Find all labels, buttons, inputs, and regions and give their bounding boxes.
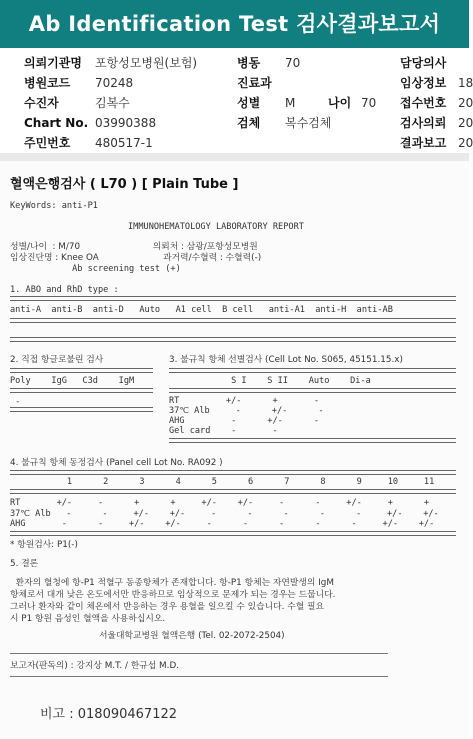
dat-table-row: - (10, 397, 21, 407)
field-label: 검체 (237, 116, 261, 130)
field-value: 70 (285, 56, 301, 70)
double-rule (10, 531, 456, 536)
header-row (0, 114, 473, 132)
field-label: 병동 (237, 56, 261, 70)
field-value: 70248 (95, 76, 134, 90)
patient-info-line: 성별/나이 : M/70 의뢰처 : 삼광/포항성모병원 (10, 242, 258, 252)
double-rule (10, 337, 456, 342)
abo-table-header: anti-A anti-B anti-D Auto A1 cell B cell anti-A1 anti-H anti-AB (10, 305, 393, 315)
field-value: 복수검체 (285, 116, 332, 130)
double-rule (10, 489, 456, 494)
header-row (0, 54, 469, 72)
double-rule (169, 438, 456, 443)
double-rule (169, 388, 456, 393)
field-value: 03990388 (95, 116, 157, 130)
field-value: 18 (458, 76, 473, 90)
section-title: 1. ABO and RhD type : (10, 285, 119, 295)
double-rule (169, 368, 456, 373)
double-rule (10, 318, 456, 323)
panel-table-row: 37℃ Alb - - +/- +/- - - - - - +/- +/- (10, 509, 439, 519)
patient-info-line: Ab screening test (+) (10, 264, 181, 274)
header-row (0, 74, 473, 92)
keywords: KeyWords: anti-P1 (10, 201, 98, 211)
field-value: 20 (458, 136, 473, 150)
rule (10, 676, 388, 677)
screening-table-row: AHG - +/- - (169, 416, 320, 426)
screening-table-header: S I S II Auto Di-a (169, 376, 371, 386)
field-value: 20 (458, 96, 473, 110)
section-title: 5. 결론 (10, 559, 39, 569)
field-value: 70 (361, 96, 377, 110)
header-row (0, 94, 473, 112)
field-label: 수진자 (24, 96, 59, 110)
double-rule (10, 388, 153, 393)
report-title: Ab Identification Test 검사결과보고서 (0, 0, 469, 48)
double-rule (10, 296, 456, 301)
remark: 비고 : 018090467122 (40, 707, 178, 722)
field-label: 임상정보 (400, 76, 447, 90)
scanned-report (0, 161, 469, 739)
section-title: 3. 불규칙 항체 선별검사 (Cell Lot No. S065, 45151.15.x) (169, 355, 403, 365)
screening-table-row: Gel card - - (169, 426, 278, 436)
field-label: 결과보고 (400, 136, 447, 150)
field-label: 접수번호 (400, 96, 447, 110)
report-heading: 혈액은행검사 ( L70 ) [ Plain Tube ] (10, 177, 239, 192)
conclusion-line: 환자의 혈청에 항-P1 적혈구 동종항체가 존재합니다. 항-P1 항체는 자연발생의 IgM (10, 578, 334, 588)
field-label: 진료과 (237, 76, 272, 90)
field-label: 의뢰기관명 (24, 56, 82, 70)
conclusion-line: 시 P1 항원 음성인 혈액을 사용하십시오. (10, 614, 166, 624)
field-label: 나이 (328, 96, 352, 110)
panel-table-header: 1 2 3 4 5 6 7 8 9 10 11 (10, 477, 435, 487)
field-label: 성별 (237, 96, 261, 110)
field-label: 주민번호 (24, 136, 71, 150)
section-title: 2. 직접 항글로불린 검사 (10, 355, 104, 365)
field-value: 김복수 (95, 96, 130, 110)
lab-title: IMMUNOHEMATOLOGY LABORATORY REPORT (128, 222, 304, 232)
field-label: 병원코드 (24, 76, 71, 90)
hospital-contact: 서울대학교병원 혈액은행 (Tel. 02-2072-2504) (99, 631, 285, 641)
antigen-test: * 항원검사: P1(-) (10, 540, 78, 550)
dat-table-header: Poly IgG C3d IgM (10, 376, 135, 386)
screening-table-row: RT +/- + - (169, 396, 320, 406)
field-value: M (285, 96, 296, 110)
field-label: Chart No. (24, 116, 89, 130)
screening-table-row: 37℃ Alb - +/- - (169, 406, 324, 416)
header-row (0, 134, 473, 152)
double-rule (10, 368, 153, 373)
rule (10, 653, 388, 654)
conclusion-line: 항체로서 대개 낮은 온도에서만 반응하므로 임상적으로 문제가 되는 경우는 드뭅니다. (10, 590, 336, 600)
double-rule (10, 407, 153, 412)
section-divider (0, 153, 469, 161)
field-value: 20 (458, 116, 473, 130)
field-value: 포항성모병원(보험) (95, 56, 198, 70)
patient-info-line: 임상진단명 : Knee OA 과거력/수혈력 : 수혈력(-) (10, 253, 262, 263)
double-rule (10, 470, 456, 475)
conclusion-line: 그러나 환자와 같이 체온에서 반응하는 경우 용혈을 일으킬 수 있습니다. 수혈 필요 (10, 602, 324, 612)
field-value: 480517-1 (95, 136, 153, 150)
field-label: 담당의사 (400, 56, 447, 70)
panel-table-row: RT +/- - + + +/- +/- - - +/- + + (10, 498, 430, 508)
patient-info-header (0, 50, 473, 152)
panel-table-row: AHG - - +/- +/- - - - - - +/- +/- (10, 519, 435, 529)
reporter: 보고자(판독의) : 강지상 M.T. / 한규섭 M.D. (10, 661, 180, 671)
field-label: 검사의뢰 (400, 116, 447, 130)
section-title: 4. 불규칙 항체 동정검사 (Panel cell Lot No. RA092 ) (10, 458, 223, 468)
